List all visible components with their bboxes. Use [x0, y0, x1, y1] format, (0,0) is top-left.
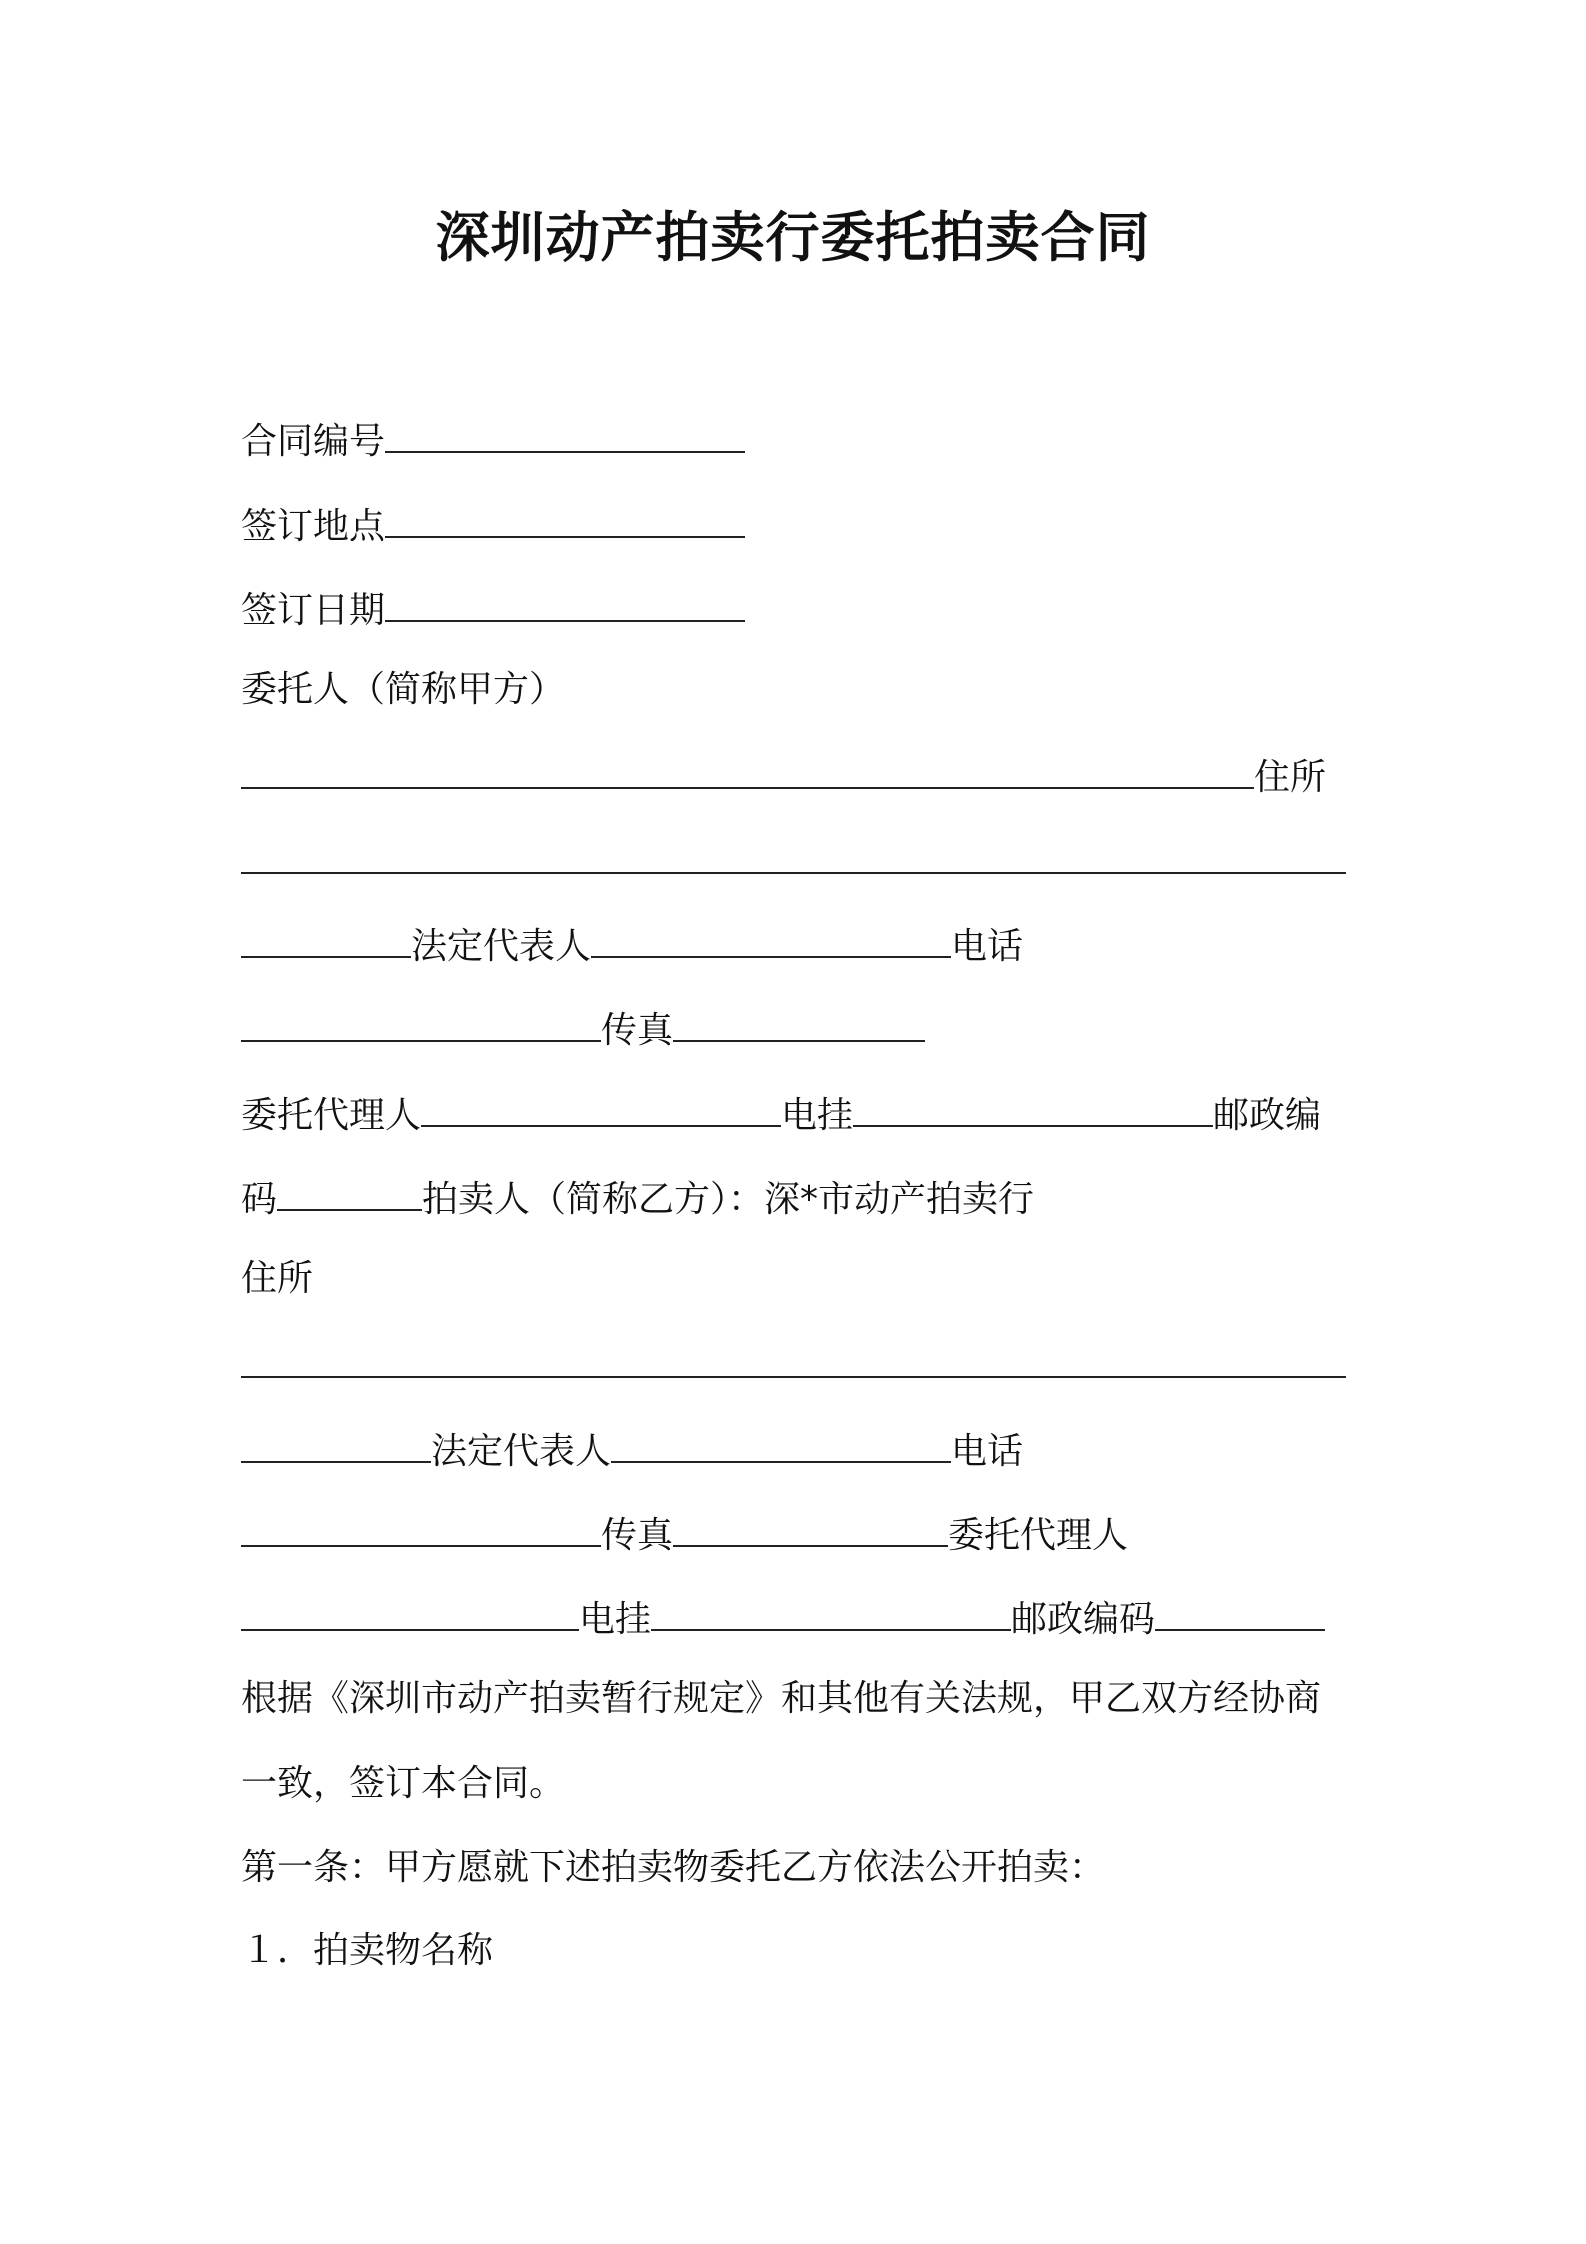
party-b-phone-blank[interactable]: [241, 1515, 601, 1547]
party-a-address-line: [241, 841, 1346, 884]
basis-paragraph-line-2: 一致，签订本合同。: [241, 1763, 566, 1804]
party-b-address-label: 住所: [241, 1258, 314, 1299]
contract-number-blank[interactable]: [385, 421, 745, 453]
party-a-agent-line: [241, 1094, 1321, 1137]
party-a-cable-label: 电挂: [781, 1095, 854, 1136]
party-b-address-blank-2[interactable]: [241, 1431, 431, 1463]
party-a-name-blank[interactable]: [241, 757, 1254, 789]
party-b-postal-label: 邮政编码: [1011, 1599, 1156, 1640]
sign-date-label: 签订日期: [241, 590, 386, 631]
party-a-agent-label: 委托代理人: [241, 1095, 422, 1136]
party-a-legal-rep-label: 法定代表人: [411, 926, 592, 967]
party-a-phone-label: 电话: [951, 926, 1024, 967]
article-one: 第一条：甲方愿就下述拍卖物委托乙方依法公开拍卖：: [241, 1847, 1106, 1888]
party-a-agent-blank[interactable]: [421, 1095, 781, 1127]
sign-place-line: [241, 505, 745, 548]
party-a-legal-rep-blank[interactable]: [591, 926, 951, 958]
document-title: 深圳动产拍卖行委托拍卖合同: [435, 206, 1151, 269]
party-b-fax-label: 传真: [601, 1515, 674, 1556]
party-b-fax-line: [241, 1514, 1128, 1557]
party-b-postal-blank[interactable]: [1155, 1599, 1325, 1631]
party-a-name-line: [241, 756, 1326, 799]
sign-place-blank[interactable]: [385, 506, 745, 538]
party-a-rep-line: [241, 925, 1023, 968]
party-a-address-blank[interactable]: [241, 842, 1346, 874]
party-b-phone-label: 电话: [951, 1431, 1024, 1472]
party-a-postal-label-1: 邮政编: [1213, 1095, 1322, 1136]
party-a-phone-blank[interactable]: [241, 1010, 601, 1042]
party-a-heading: 委托人（简称甲方）: [241, 669, 566, 710]
party-b-address-blank[interactable]: [241, 1346, 1346, 1378]
party-a-address-blank-2[interactable]: [241, 926, 411, 958]
party-b-legal-rep-label: 法定代表人: [431, 1431, 612, 1472]
sign-date-line: [241, 589, 745, 632]
party-b-fax-blank[interactable]: [673, 1515, 948, 1547]
party-b-cable-line: [241, 1598, 1325, 1641]
party-a-postal-line: [241, 1178, 1034, 1221]
party-b-cable-blank[interactable]: [651, 1599, 1011, 1631]
party-b-heading: 拍卖人（简称乙方）：深*市动产拍卖行: [422, 1179, 1035, 1220]
party-b-agent-label: 委托代理人: [948, 1515, 1129, 1556]
item-one-name: １．拍卖物名称: [241, 1930, 494, 1971]
party-b-legal-rep-blank[interactable]: [611, 1431, 951, 1463]
party-a-fax-blank[interactable]: [673, 1010, 925, 1042]
party-a-postal-label-2: 码: [241, 1179, 278, 1220]
contract-number-line: [241, 420, 745, 463]
party-a-cable-blank[interactable]: [853, 1095, 1213, 1127]
party-b-address-line: [241, 1345, 1346, 1388]
party-a-fax-label: 传真: [601, 1010, 674, 1051]
party-b-rep-line: [241, 1430, 1023, 1473]
party-a-postal-blank[interactable]: [277, 1179, 422, 1211]
basis-paragraph-line-1: 根据《深圳市动产拍卖暂行规定》和其他有关法规，甲乙双方经协商: [241, 1678, 1322, 1719]
party-a-fax-line: [241, 1009, 925, 1052]
party-b-cable-label: 电挂: [579, 1599, 652, 1640]
party-b-agent-blank[interactable]: [241, 1599, 579, 1631]
contract-number-label: 合同编号: [241, 421, 386, 462]
sign-place-label: 签订地点: [241, 506, 386, 547]
sign-date-blank[interactable]: [385, 590, 745, 622]
party-a-address-label: 住所: [1254, 757, 1327, 798]
